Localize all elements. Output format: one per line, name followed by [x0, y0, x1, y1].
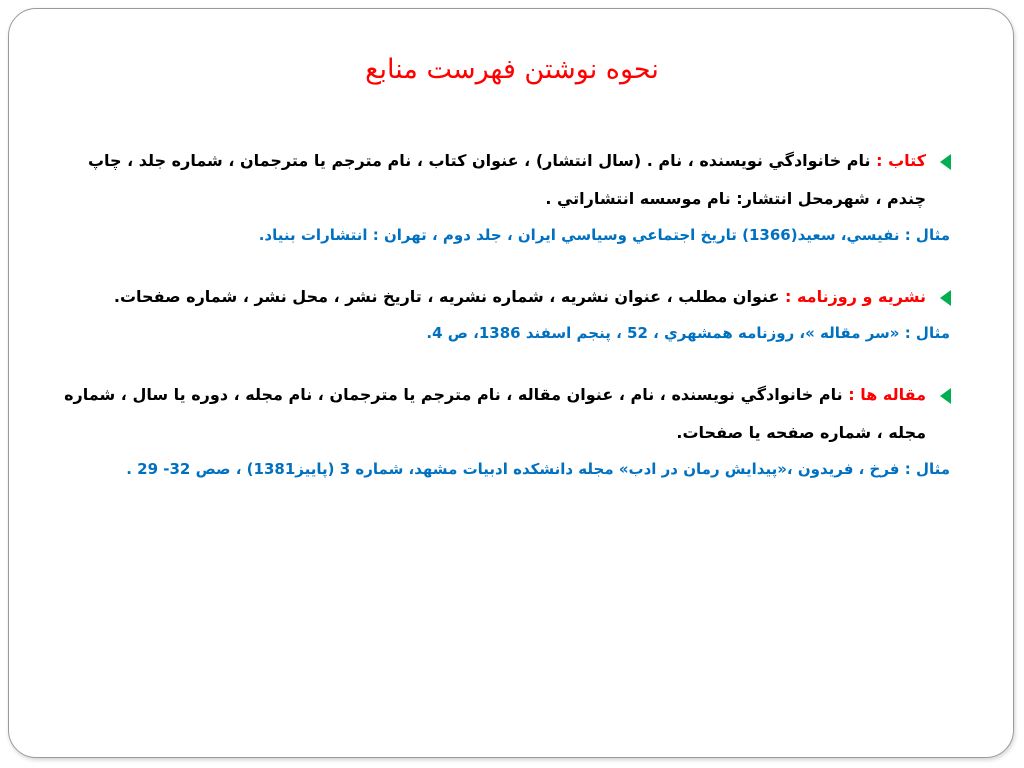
entry-book [60, 142, 950, 252]
entry-journal-text: عنوان مطلب ، عنوان نشريه ، شماره نشريه ، تاريخ نشر ، محل نشر ، شماره صفحات. [113, 287, 785, 306]
references-content [60, 142, 950, 486]
entry-journal-example: مثال : «سر مقاله »، روزنامه همشهري ، 52 ، پنجم اسفند 1386، ص 4. [426, 324, 950, 342]
entry-article-example: مثال : فرخ ، فريدون ،«پيدايش رمان در ادب» مجله دانشكده ادبيات مشهد، شماره 3 (پاييز1381) ، صص 32- 29 . [126, 460, 950, 478]
entry-book-line [60, 142, 950, 218]
page-title: نحوه نوشتن فهرست منابع [365, 54, 659, 85]
entry-article-text: نام خانوادگي نويسنده ، نام ، عنوان مقاله ، نام مترجم يا مترجمان ، نام مجله ، دوره يا سال ، شماره مجله ، شماره صفحه يا صفحات. [64, 385, 926, 442]
entry-book-text: نام خانوادگي نويسنده ، نام . (سال انتشار) ، عنوان كتاب ، نام مترجم يا مترجمان ، شماره جلد ، چاپ چندم ، شهرمحل انتشار: نام موسسه انتشاراتي . [87, 151, 926, 208]
entry-book-example: مثال : نفيسي، سعيد(1366) تاريخ اجتماعي وسياسي ايران ، جلد دوم ، تهران : انتشارات بنياد. [258, 226, 950, 244]
entry-journal-line [60, 278, 950, 316]
entry-article-label: مقاله ها : [848, 385, 926, 404]
entry-article [60, 376, 950, 486]
entry-article-line [60, 376, 950, 452]
entry-journal-label: نشريه و روزنامه : [785, 287, 926, 306]
green-triangle-bullet-icon [940, 154, 951, 170]
entry-journal [60, 278, 950, 350]
entry-book-label: كتاب : [876, 151, 926, 170]
green-triangle-bullet-icon [940, 290, 951, 306]
green-triangle-bullet-icon [940, 388, 951, 404]
